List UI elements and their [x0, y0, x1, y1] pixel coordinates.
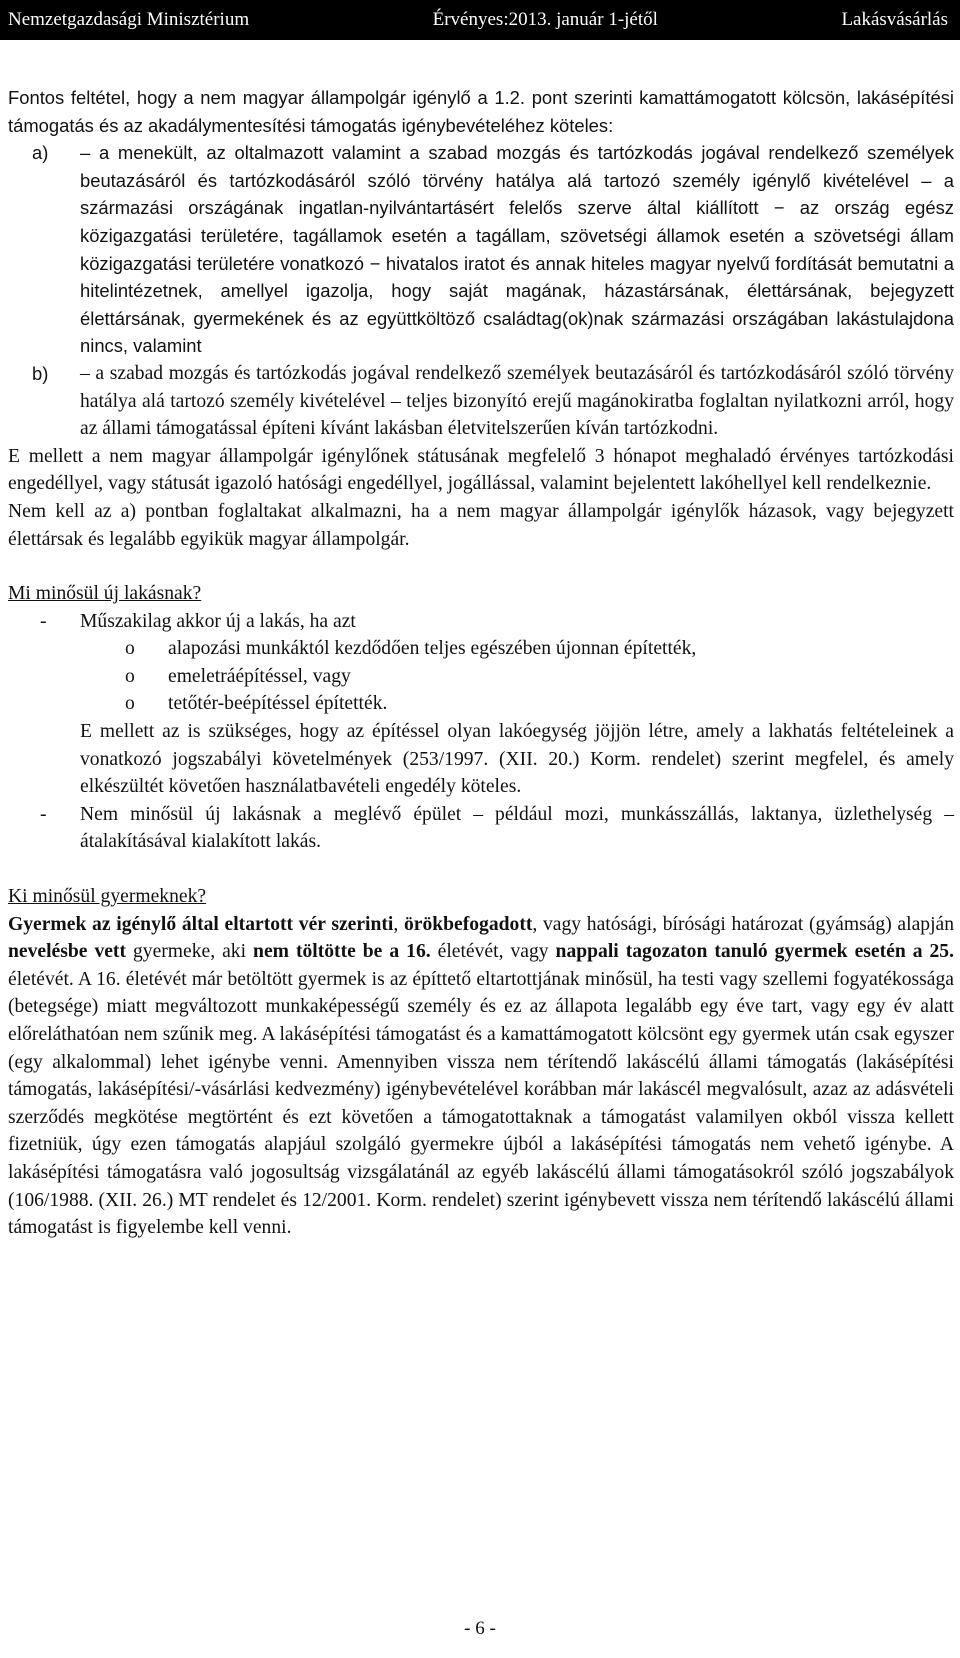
text-run: gyermeke, aki — [125, 941, 254, 963]
sub-item-text: tetőtér-beépítéssel építették. — [168, 693, 388, 715]
child-definition-paragraph — [8, 911, 954, 1242]
bold-phrase: Gyermek az igénylő által eltartott vér szerinti — [8, 913, 394, 935]
list-text-b: – a szabad mozgás és tartózkodás jogával rendelkező személyek beutazásáról és tartózkodásáról szóló törvény hatálya alá tartozó személy kivételével – teljes bizonyító erejű magánokiratba foglaltan nyilatkozni arról, hogy az állami támogatással építeni kívánt lakásban életvitelszerűen kíván tartózkodni. — [80, 362, 954, 440]
intro-paragraph: Fontos feltétel, hogy a nem magyar állampolgár igénylő a 1.2. pont szerinti kamattámogatott kölcsön, lakásépítési támogatás és az akadálymentesítési támogatás igénybevételéhez köteles: — [8, 87, 954, 136]
bold-phrase: nem töltötte be a 16. — [253, 941, 431, 963]
list-text-a: – a menekült, az oltalmazott valamint a szabad mozgás és tartózkodás jogával rendelkező személyek beutazásáról és tartózkodásáról szóló törvény hatálya alá tartozó személy igénylő kivételével – a származási országának ingatlan-nyilvántartásért felelős szerve által kiállított − az ország egész közigazgatási területére, tagállamok esetén a tagállam, szövetségi államok esetén a szövetségi állam közigazgatási területére vonatkozó − hivatalos iratot és annak hiteles magyar nyelvű fordítását bemutatni a hitelintézetnek, amellyel igazolja, hogy saját magának, házastársának, élettársának, bejegyzett élettársának, gyermekének és az együttköltöző családtag(ok)nak származási országában lakástulajdona nincs, valamint — [80, 142, 954, 357]
page-number: - 6 - — [464, 1618, 496, 1639]
bullet-marker: o — [125, 693, 135, 715]
bullet-marker: o — [125, 638, 135, 660]
list-item-a — [8, 139, 954, 360]
sub-item — [8, 663, 954, 691]
bold-phrase: örökbefogadott — [403, 913, 533, 935]
exception-paragraph: Nem kell az a) pontban foglaltakat alkalmazni, ha a nem magyar állampolgár igénylők házasok, vagy bejegyzett élettársak és legalább egyikük magyar állampolgár. — [8, 500, 954, 550]
bold-phrase: nappali tagozaton tanuló gyermek esetén a 25. — [555, 941, 954, 963]
bold-phrase: nevelésbe vett — [8, 941, 126, 963]
bullet-marker: o — [125, 665, 135, 687]
list-marker-b: b) — [32, 362, 49, 384]
sub-item-text: emeletráépítéssel, vagy — [168, 665, 351, 687]
document-body — [8, 84, 954, 1242]
residence-paragraph: E mellett a nem magyar állampolgár igénylőnek státusának megfelelő 3 hónapot meghaladó érvényes tartózkodási engedéllyel, vagy státusát igazoló hatósági engedéllyel, jogállással, valamint bejelentett lakóhellyel kell rendelkeznie. — [8, 445, 954, 495]
text-run: , vagy hatósági, bírósági határozat (gyámság) alapján — [532, 913, 955, 935]
sub-item — [8, 635, 954, 663]
dash-item-technical — [8, 608, 954, 636]
text-run: , — [393, 913, 404, 935]
new-flat-note: E mellett az is szükséges, hogy az építéssel olyan lakóegység jöjjön létre, amely a lakhatás feltételeinek a vonatkozó jogszabályi követelmények (253/1997. (XII. 20.) Korm. rendelet) szerint megfelel, és amely elkészültét követően használatbavételi engedély köteles. — [80, 721, 954, 798]
header-validity: Érvényes:2013. január 1-jétől — [432, 9, 658, 30]
list-marker-a: a) — [32, 142, 49, 164]
dash-marker: - — [40, 803, 47, 825]
dash-marker: - — [40, 610, 47, 632]
heading-child: Ki minősül gyermeknek? — [8, 886, 207, 908]
header-topic: Lakásvásárlás — [841, 9, 948, 30]
running-header — [0, 0, 960, 40]
list-item-b — [8, 360, 954, 443]
dash-text: Műszakilag akkor új a lakás, ha azt — [80, 610, 356, 632]
text-run: életévét, vagy — [430, 941, 556, 963]
dash-text: Nem minősül új lakásnak a meglévő épület – például mozi, munkásszállás, laktanya, üzlethelység – átalakításával kialakított lakás. — [80, 803, 954, 853]
text-run: életévét. A 16. életévét már betöltött gyermek is az építtető eltartottjának minősül, ha testi vagy szellemi fogyatékossága (betegsége) miatt megváltozott munkaképességű személy és ez az állapota legalább egy éve tart, vagy egy év alatt előreláthatóan nem szűnik meg. A lakásépítési támogatást és a kamattámogatott kölcsönt egy gyermek után csak egyszer (egy alkalommal) lehet igénybe venni. Amennyiben vissza nem térítendő lakáscélú állami támogatás (lakásépítési támogatás, lakásépítési/-vásárlási kedvezmény) igénybevételével korábban már lakáscél megvalósult, azaz az adásvételi szerződés megkötése megtörtént és ezt követően a támogatottaknak a támogatást valamilyen okból vissza kellett fizetniük, úgy ezen támogatás alapjául szolgáló gyermekre újból a lakásépítési támogatás nem vehető igénybe. A lakásépítési támogatásra való jogosultság vizsgálatánál az egyéb lakáscélú állami támogatásokról szóló jogszabályok (106/1988. (XII. 26.) MT rendelet és 12/2001. Korm. rendelet) szerint igénybevett vissza nem térítendő lakáscélú állami támogatást is figyelembe kell venni. — [8, 968, 954, 1239]
heading-new-flat: Mi minősül új lakásnak? — [8, 583, 202, 605]
header-ministry: Nemzetgazdasági Minisztérium — [8, 9, 250, 30]
sub-item-text: alapozási munkáktól kezdődően teljes egészében újonnan építették, — [168, 638, 697, 660]
sub-item — [8, 690, 954, 718]
dash-item-conversion — [8, 801, 954, 856]
